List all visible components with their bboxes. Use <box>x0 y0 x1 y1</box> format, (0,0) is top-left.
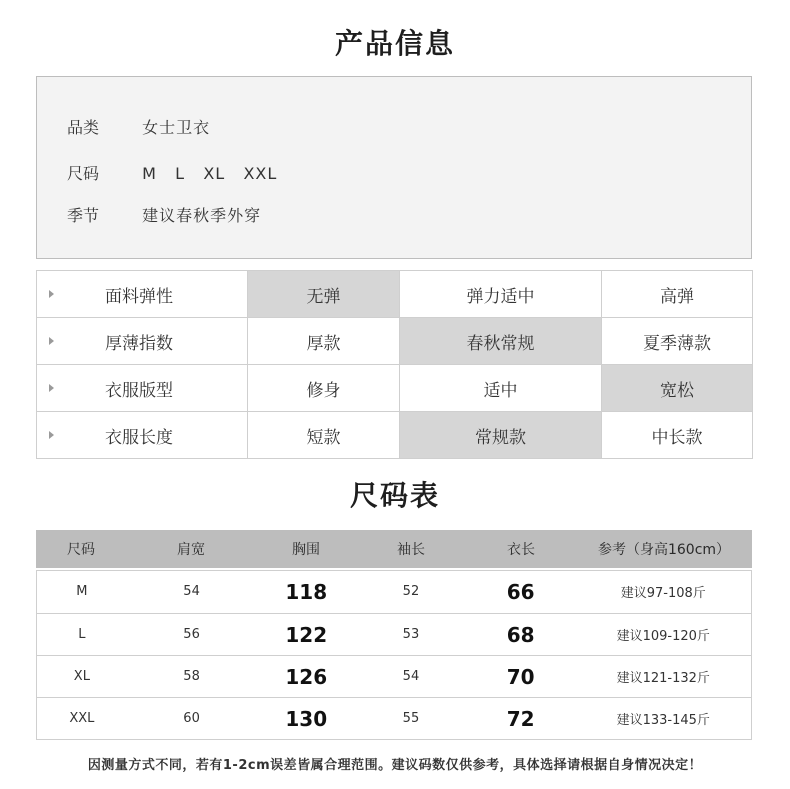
cell-length: 66 <box>506 579 535 604</box>
cell-sleeve: 53 <box>402 627 420 642</box>
attribute-option: 宽松 <box>602 365 753 412</box>
product-info-box <box>36 76 752 259</box>
info-row-category <box>67 115 210 138</box>
cell-reference: 建议97-108斤 <box>620 586 706 601</box>
size-chart-title: 尺码表 <box>349 479 440 512</box>
cell-size: M <box>76 584 88 599</box>
cell-sleeve: 54 <box>402 669 420 684</box>
attribute-name-cell <box>37 271 248 318</box>
cell-shoulder: 60 <box>183 711 200 726</box>
attribute-grid <box>36 270 753 459</box>
attribute-name: 衣服长度 <box>105 427 173 448</box>
attribute-name-cell <box>37 365 248 412</box>
cell-reference: 建议109-120斤 <box>616 629 710 644</box>
attribute-name-cell <box>37 318 248 365</box>
attribute-row-elasticity <box>37 271 753 318</box>
attribute-option: 高弹 <box>602 271 753 318</box>
size-table-header <box>36 530 752 568</box>
attribute-option: 短款 <box>248 412 400 459</box>
table-row <box>37 571 751 612</box>
attribute-row-thickness <box>37 318 753 365</box>
cell-reference: 建议133-145斤 <box>616 713 710 728</box>
attribute-option: 常规款 <box>400 412 602 459</box>
attribute-option: 中长款 <box>602 412 753 459</box>
attribute-option: 无弹 <box>248 271 400 318</box>
attribute-option: 修身 <box>248 365 400 412</box>
header-sleeve: 袖长 <box>397 542 425 558</box>
attribute-option: 夏季薄款 <box>602 318 753 365</box>
cell-sleeve: 52 <box>402 584 420 599</box>
table-row <box>37 613 751 655</box>
header-length: 衣长 <box>507 542 535 558</box>
triangle-right-icon <box>49 290 54 298</box>
triangle-right-icon <box>49 431 54 439</box>
info-row-size <box>67 161 277 184</box>
cell-shoulder: 58 <box>183 669 200 684</box>
cell-chest: 130 <box>285 706 328 731</box>
info-label-season: 季节 <box>67 206 100 225</box>
info-value-season: 建议春秋季外穿 <box>142 206 262 225</box>
cell-length: 68 <box>506 622 535 647</box>
attribute-row-fit <box>37 365 753 412</box>
cell-shoulder: 56 <box>183 627 200 642</box>
attribute-option: 春秋常规 <box>400 318 602 365</box>
attribute-option: 厚款 <box>248 318 400 365</box>
info-value-category: 女士卫衣 <box>142 118 211 137</box>
attribute-name: 厚薄指数 <box>105 333 173 354</box>
cell-chest: 118 <box>285 579 328 604</box>
attribute-option: 适中 <box>400 365 602 412</box>
attribute-row-length <box>37 412 753 459</box>
cell-sleeve: 55 <box>402 711 420 726</box>
header-size: 尺码 <box>67 542 95 558</box>
info-row-season <box>67 203 261 226</box>
cell-shoulder: 54 <box>183 584 200 599</box>
attribute-name: 面料弹性 <box>105 286 173 307</box>
product-info-title: 产品信息 <box>334 27 455 60</box>
cell-chest: 122 <box>285 622 328 647</box>
cell-length: 70 <box>506 664 535 689</box>
table-row <box>37 655 751 697</box>
info-value-size: M L XL XXL <box>142 164 278 183</box>
cell-chest: 126 <box>285 664 328 689</box>
cell-size: XL <box>73 669 90 684</box>
cell-size: XXL <box>69 711 95 726</box>
cell-reference: 建议121-132斤 <box>616 671 710 686</box>
size-table-body <box>36 570 752 740</box>
info-label-category: 品类 <box>67 118 100 137</box>
header-chest: 胸围 <box>292 542 320 558</box>
header-shoulder: 肩宽 <box>177 542 205 558</box>
table-row <box>37 697 751 739</box>
cell-length: 72 <box>506 706 535 731</box>
info-label-size: 尺码 <box>67 164 100 183</box>
header-reference: 参考（身高160cm） <box>597 542 731 558</box>
cell-size: L <box>78 627 86 642</box>
attribute-name-cell <box>37 412 248 459</box>
footnote: 因测量方式不同，若有1-2cm误差皆属合理范围。建议码数仅供参考，具体选择请根据自身情况决定！ <box>87 758 703 773</box>
triangle-right-icon <box>49 337 54 345</box>
triangle-right-icon <box>49 384 54 392</box>
attribute-name: 衣服版型 <box>105 380 173 401</box>
attribute-option: 弹力适中 <box>400 271 602 318</box>
